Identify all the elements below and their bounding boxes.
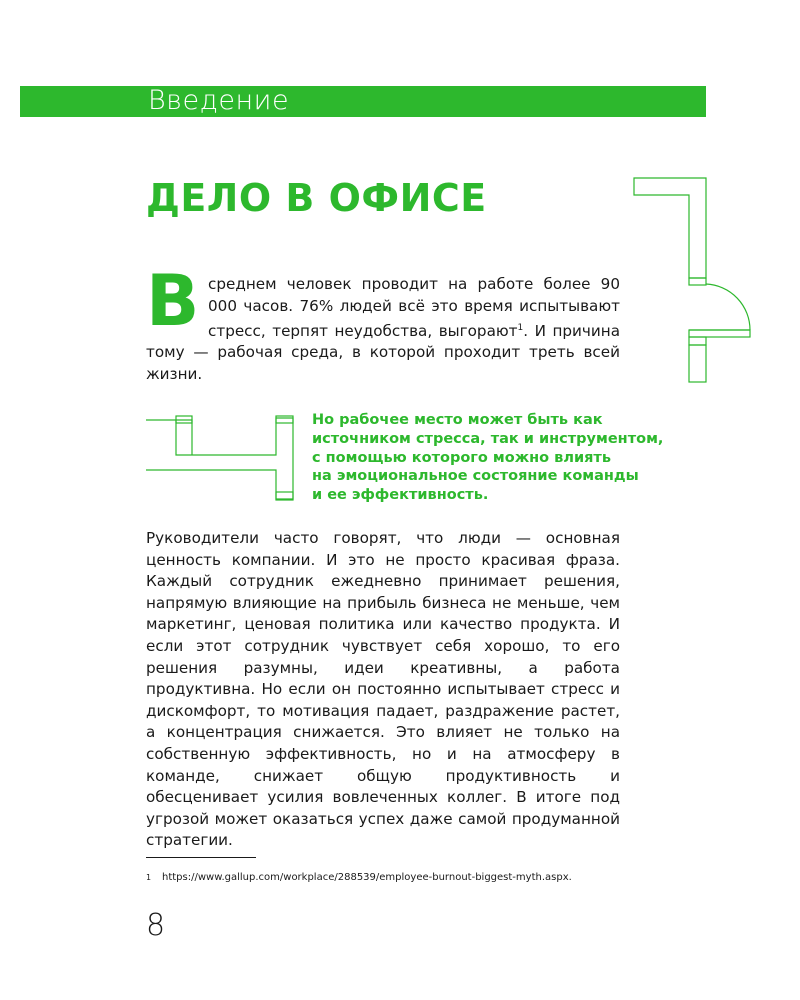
wall-post-right — [276, 416, 293, 423]
page-headline: ДЕЛО В ОФИСЕ — [146, 176, 487, 220]
footnote-link[interactable]: https://www.gallup.com/workplace/288539/employee-burnout-biggest-myth.aspx. — [162, 872, 572, 883]
lead-text: среднем человек проводит на работе более 90 000 часов. 76% людей всё это время испытывают стресс, терпят неудобства, выгорают — [208, 275, 620, 340]
door-swing-arc — [706, 284, 750, 330]
wall-outline-left — [146, 418, 293, 499]
footnote-reference: 1 — [517, 322, 524, 333]
wall-outline-top — [634, 178, 706, 278]
lead-paragraph — [146, 274, 620, 386]
pull-quote — [312, 411, 732, 505]
wall-segment-bottom — [689, 345, 706, 382]
wall-jamb-bottom — [689, 337, 706, 345]
body-paragraph: Руководители часто говорят, что люди — основная ценность компании. И это не просто красивая фраза. Каждый сотрудник ежедневно принимает решения, напрямую влияющие на прибыль бизнеса не меньше, чем маркетинг, ценовая политика или качество продукта. И если этот сотрудник чувствует себя хорошо, то его решения разумны, идеи креативны, а работа продуктивна. Но если он постоянно испытывает стресс и дискомфорт, то мотивация падает, раздражение растет, а концентрация снижается. Это влияет не только на собственную эффективность, но и на атмосферу в команде, снижает общую продуктивность и обесценивает усилия вовлеченных коллег. В итоге под угрозой может оказаться успех даже самой продуманной стратегии. — [146, 529, 620, 850]
pull-quote-line: и ее эффективность. — [312, 487, 489, 504]
footnote-divider — [146, 857, 256, 858]
drop-cap: В — [146, 260, 200, 342]
door-panel — [689, 330, 750, 337]
page-number: 8 — [146, 908, 166, 943]
footnote-number: 1 — [146, 873, 152, 882]
lead-text-continued: . И причина тому — рабочая среда, в которой проходит треть всей жизни. — [146, 321, 620, 384]
wall-jamb-top — [689, 278, 706, 285]
pull-quote-line: Но рабочее место может быть как — [312, 412, 603, 428]
pull-quote-line: с помощью которого можно влиять — [312, 449, 611, 466]
pull-quote-line: на эмоциональное состояние команды — [312, 468, 639, 485]
section-title: Введение — [148, 85, 290, 116]
footnote — [146, 871, 572, 885]
pull-quote-line: источником стресса, так и инструментом, — [312, 430, 664, 447]
